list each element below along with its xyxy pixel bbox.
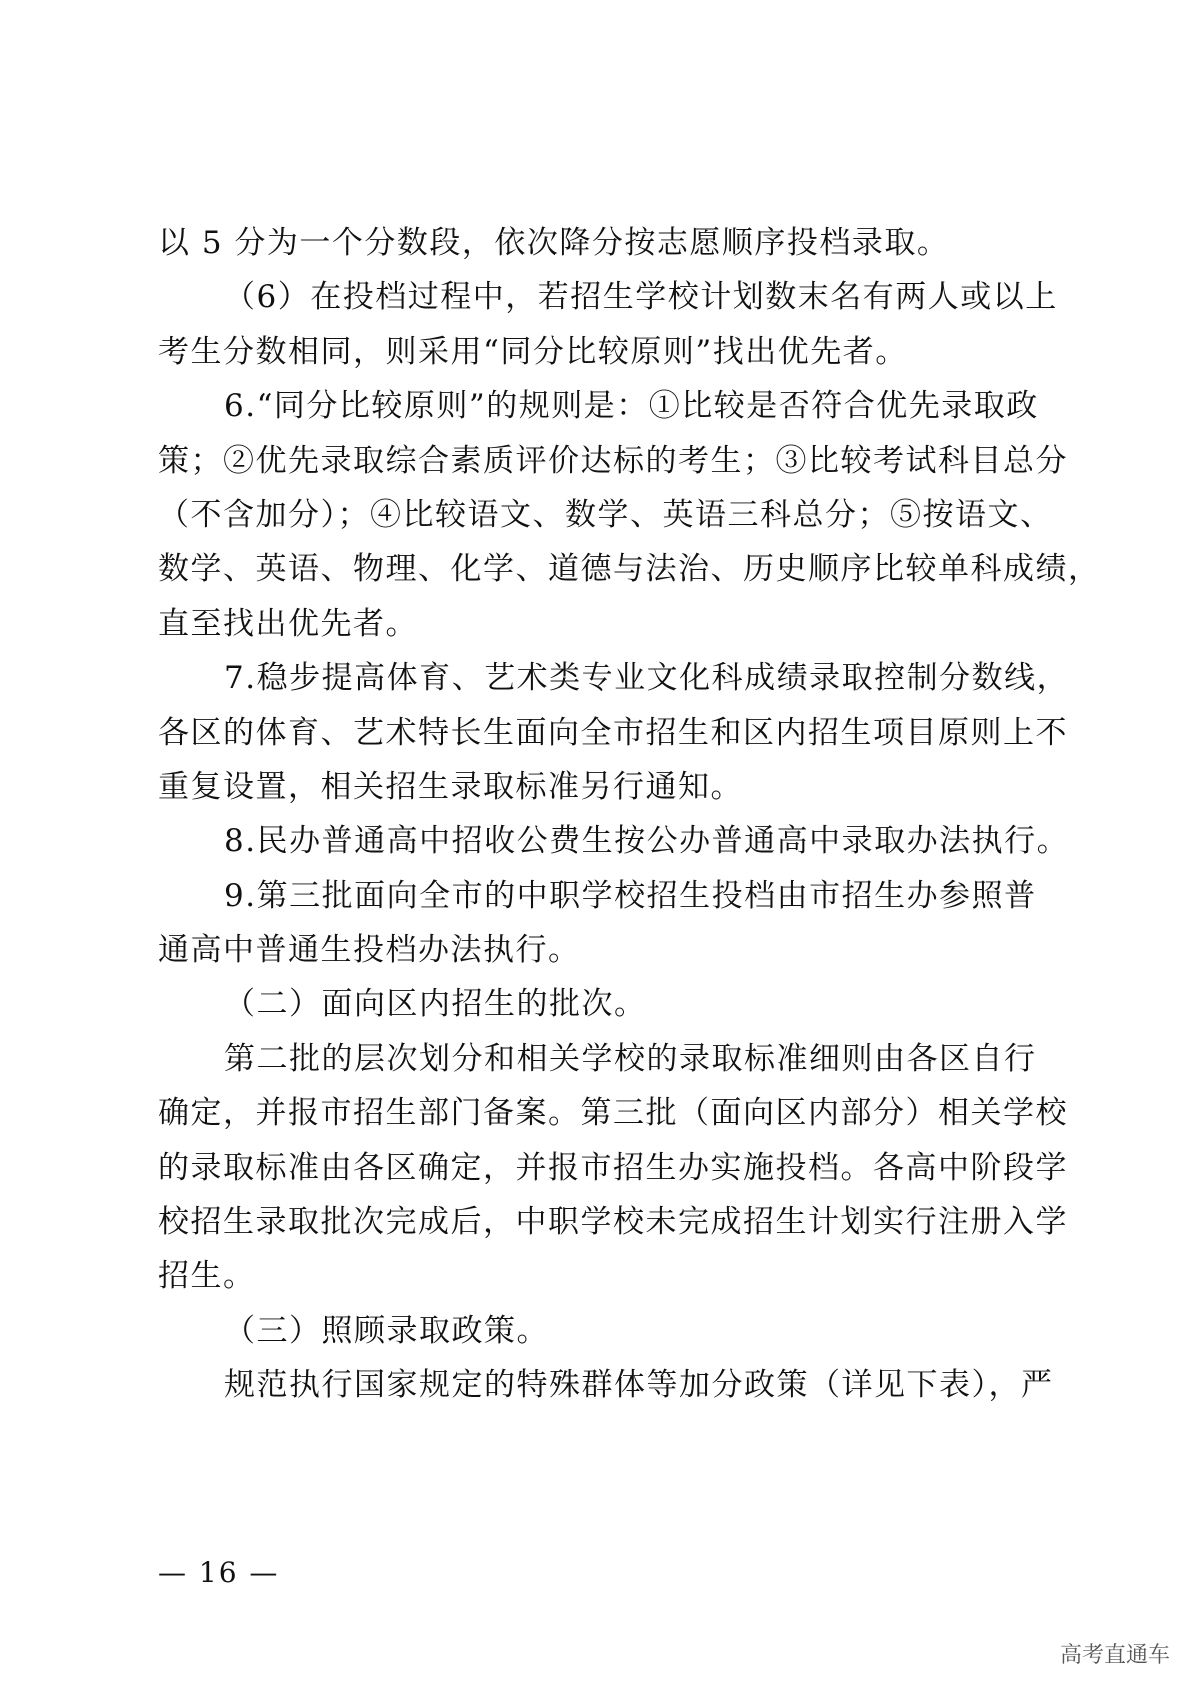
- text-line: 9.第三批面向全市的中职学校招生投档由市招生办参照普: [224, 877, 1037, 914]
- section-heading: （二）面向区内招生的批次。: [224, 986, 647, 1023]
- text-line: 以 5 分为一个分数段，依次降分按志愿顺序投档录取。: [158, 225, 950, 261]
- text-line: 各区的体育、艺术特长生面向全市招生和区内招生项目原则上不: [158, 714, 1068, 751]
- text-line: （6）在投档过程中，若招生学校计划数末名有两人或以上: [224, 279, 1058, 316]
- watermark: 高考直通车: [1059, 1643, 1170, 1668]
- text-line: 招生。: [158, 1258, 256, 1295]
- text-line: 8.民办普通高中招收公费生按公办普通高中录取办法执行。: [224, 823, 1070, 860]
- text-line: 确定，并报市招生部门备案。第三批（面向区内部分）相关学校: [158, 1095, 1068, 1132]
- text-line: 策；②优先录取综合素质评价达标的考生；③比较考试科目总分: [158, 442, 1068, 479]
- text-line: 校招生录取批次完成后，中职学校未完成招生计划实行注册入学: [158, 1204, 1068, 1241]
- text-line: 数学、英语、物理、化学、道德与法治、历史顺序比较单科成绩，: [158, 551, 1101, 588]
- text-line: 考生分数相同，则采用“同分比较原则”找出优先者。: [158, 333, 908, 370]
- text-line: 的录取标准由各区确定，并报市招生办实施投档。各高中阶段学: [158, 1149, 1068, 1186]
- text-line: （不含加分）；④比较语文、数学、英语三科总分；⑤按语文、: [158, 496, 1053, 533]
- text-line: 7.稳步提高体育、艺术类专业文化科成绩录取控制分数线，: [224, 660, 1070, 697]
- text-line: 第二批的层次划分和相关学校的录取标准细则由各区自行: [224, 1040, 1037, 1077]
- text-line: 直至找出优先者。: [158, 605, 418, 642]
- section-heading: （三）照顾录取政策。: [224, 1312, 549, 1349]
- text-line: 规范执行国家规定的特殊群体等加分政策（详见下表），严: [224, 1367, 1054, 1404]
- text-line: 通高中普通生投档办法执行。: [158, 932, 581, 969]
- text-line: 重复设置，相关招生录取标准另行通知。: [158, 768, 743, 805]
- text-line: 6.“同分比较原则”的规则是：①比较是否符合优先录取政: [224, 388, 1039, 425]
- document-body: [158, 216, 1101, 1413]
- page-number: — 16 —: [158, 1556, 280, 1589]
